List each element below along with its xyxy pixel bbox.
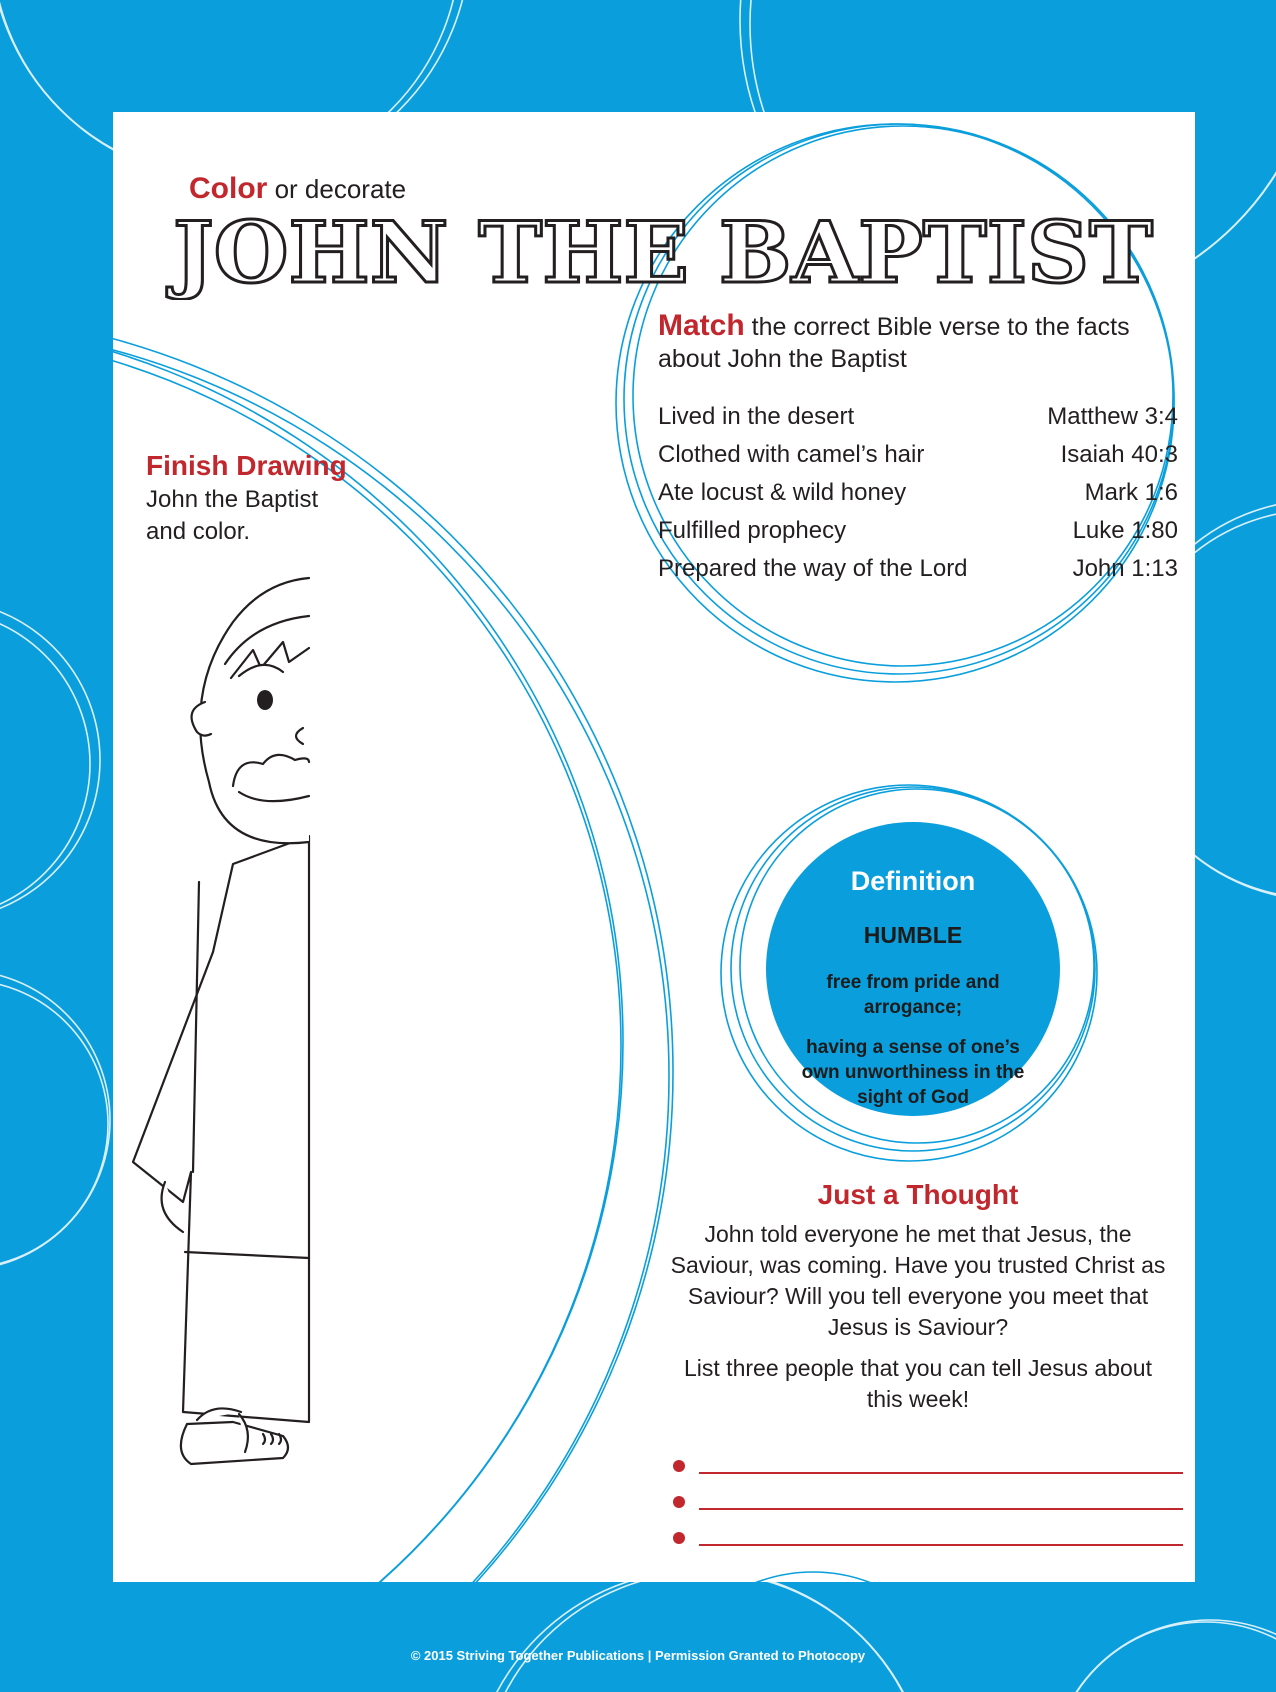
fact-text: Fulfilled prophecy	[658, 517, 847, 544]
definition-circle	[766, 822, 1060, 1116]
write-in-rule	[699, 1544, 1183, 1546]
fact-text: Ate locust & wild honey	[658, 479, 907, 506]
write-in-rule	[699, 1508, 1183, 1510]
title-text: JOHN THE BAPTIST	[165, 203, 1153, 300]
fact-text: Prepared the way of the Lord	[658, 555, 968, 582]
definition-word: HUMBLE	[863, 922, 963, 948]
eye-icon	[257, 690, 273, 710]
answer-line[interactable]	[673, 1442, 1183, 1478]
bullet-icon	[673, 1496, 685, 1508]
answer-line[interactable]	[673, 1514, 1183, 1550]
color-instruction-rest: or decorate	[274, 174, 407, 204]
definition-title: Definition	[850, 866, 976, 896]
match-table	[658, 398, 1178, 588]
definition-meaning-2: having a sense of one’s own unworthiness in the sight of God	[801, 1037, 1025, 1108]
match-row[interactable]	[658, 550, 1178, 588]
copyright-footer: © 2015 Striving Together Publications | Permission Granted to Photocopy	[410, 1648, 866, 1663]
thought-title: Just a Thought	[817, 1179, 1019, 1210]
finish-line-2: and color.	[146, 518, 251, 545]
john-half-drawing[interactable]	[113, 552, 363, 1492]
match-instruction	[658, 310, 1178, 375]
match-row[interactable]	[658, 474, 1178, 512]
bullet-icon	[673, 1460, 685, 1472]
verse-text: Matthew 3:4	[1047, 403, 1178, 430]
match-word: Match	[658, 309, 745, 342]
fact-text: Clothed with camel’s hair	[658, 441, 925, 468]
thought-prompt: List three people that you can tell Jesus about this week!	[684, 1355, 1152, 1412]
worksheet-page	[113, 112, 1195, 1582]
fact-text: Lived in the desert	[658, 403, 855, 430]
answer-lines	[673, 1442, 1183, 1550]
write-in-rule	[699, 1472, 1183, 1474]
match-row[interactable]	[658, 398, 1178, 436]
finish-line-1: John the Baptist	[146, 486, 319, 513]
answer-line[interactable]	[673, 1478, 1183, 1514]
match-row[interactable]	[658, 512, 1178, 550]
match-instruction-rest: the correct Bible verse to the facts about John the Baptist	[658, 313, 1130, 373]
finish-heading: Finish Drawing	[146, 450, 347, 481]
thought-section	[668, 1177, 1168, 1415]
color-word: Color	[189, 172, 268, 205]
finish-drawing-instruction	[146, 448, 347, 548]
thought-body: John told everyone he met that Jesus, the Saviour, was coming. Have you trusted Christ as Saviour? Will you tell everyone you meet that Jesus is Saviour?	[670, 1221, 1166, 1340]
verse-text: Mark 1:6	[1084, 479, 1178, 506]
verse-text: John 1:13	[1072, 555, 1178, 582]
verse-text: Isaiah 40:3	[1060, 441, 1178, 468]
bullet-icon	[673, 1532, 685, 1544]
definition-meaning-1: free from pride and arrogance;	[826, 972, 1000, 1018]
match-row[interactable]	[658, 436, 1178, 474]
outlined-title[interactable]	[163, 200, 1163, 300]
verse-text: Luke 1:80	[1072, 517, 1178, 544]
